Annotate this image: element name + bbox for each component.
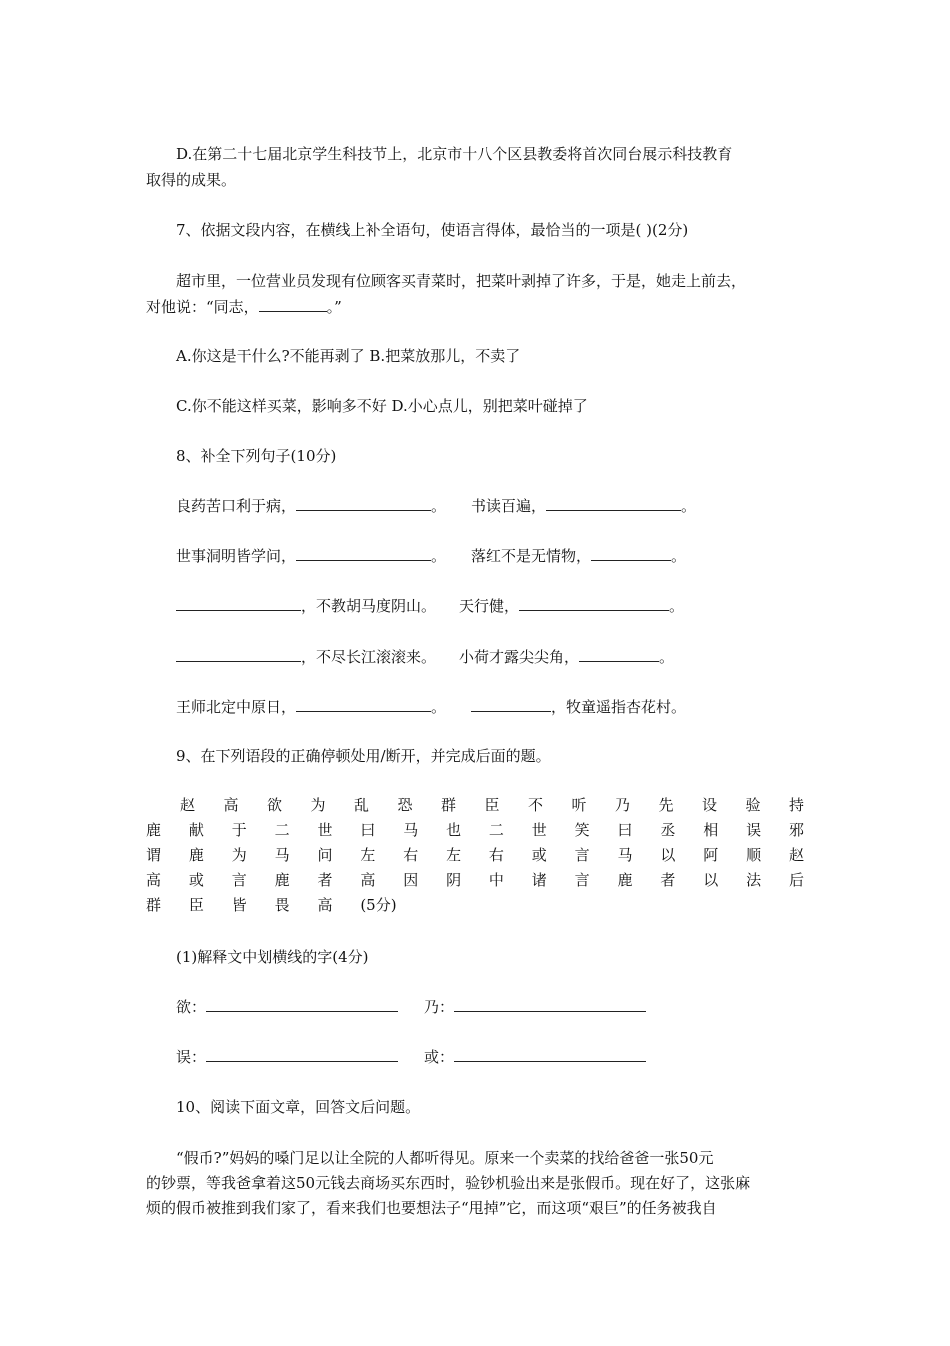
passage-char: 中 <box>488 871 504 889</box>
passage-char: 法 <box>746 871 762 889</box>
q7-answer-blank[interactable] <box>259 297 327 312</box>
q9-huo-blank[interactable] <box>454 1047 646 1062</box>
q9-answer-row-2 <box>146 1044 804 1070</box>
passage-char: 马 <box>617 846 633 864</box>
passage-char: 高 <box>317 896 333 914</box>
passage-char: 世 <box>531 821 547 839</box>
passage-char: 赵 <box>180 796 196 814</box>
passage-char: 臣 <box>484 796 500 814</box>
q8-r1-punct-1: 。 <box>431 497 447 515</box>
passage-char: 言 <box>574 846 590 864</box>
q8-row-4 <box>146 644 804 670</box>
passage-char: 右 <box>403 846 419 864</box>
q8-row-2 <box>146 543 804 569</box>
passage-char: 以 <box>660 846 676 864</box>
passage-char: 乃 <box>615 796 631 814</box>
q8-r2-blank-1[interactable] <box>296 546 431 561</box>
q8-r2-text-a: 世事洞明皆学问， <box>176 547 297 565</box>
passage-char: 诸 <box>531 871 547 889</box>
passage-char: 鹿 <box>188 846 204 864</box>
passage-char: 或 <box>531 846 547 864</box>
passage-char: 问 <box>317 846 333 864</box>
passage-char: 臣 <box>188 896 204 914</box>
passage-char: 阴 <box>446 871 462 889</box>
passage-char: 言 <box>574 871 590 889</box>
q7-context-line2 <box>146 294 804 320</box>
q8-r2-punct-2: 。 <box>671 547 687 565</box>
q7-context-text: 对他说：“同志， <box>146 298 259 316</box>
passage-char: 不 <box>528 796 544 814</box>
q8-r4-blank-1[interactable] <box>176 647 301 662</box>
passage-char: 献 <box>188 821 204 839</box>
q8-r2-punct-1: 。 <box>431 547 447 565</box>
q10-paragraph-line1: “假币?”妈妈的嗓门足以让全院的人都听得见。原来一个卖菜的找给爸爸一张50元 <box>176 1149 714 1167</box>
q8-r1-punct-2: 。 <box>681 497 697 515</box>
q8-r1-blank-2[interactable] <box>546 496 681 511</box>
q8-r3-blank-1[interactable] <box>176 596 301 611</box>
q9-nai-blank[interactable] <box>454 997 646 1012</box>
passage-char: 二 <box>274 821 290 839</box>
q8-row-1 <box>146 493 804 519</box>
passage-char: 者 <box>660 871 676 889</box>
passage-char: 笑 <box>574 821 590 839</box>
passage-char: 验 <box>745 796 761 814</box>
passage-char: 于 <box>231 821 247 839</box>
passage-char: 设 <box>702 796 718 814</box>
passage-char: 持 <box>789 796 805 814</box>
q8-r5-punct-1: 。 <box>431 698 447 716</box>
passage-char: 群 <box>441 796 457 814</box>
q8-r2-text-c: 落红不是无情物， <box>471 547 592 565</box>
q9-title: 9、在下列语段的正确停顿处用/断开，并完成后面的题。 <box>176 747 551 765</box>
passage-char: 因 <box>403 871 419 889</box>
q10-paragraph-line2: 的钞票，等我爸拿着这50元钱去商场买东西时，验钞机验出来是张假币。现在好了，这张麻 <box>146 1174 751 1192</box>
passage-char: 群 <box>146 896 162 914</box>
q9-nai-label: 乃： <box>424 998 455 1016</box>
q9-yu-label: 欲： <box>176 998 207 1016</box>
passage-char: 以 <box>703 871 719 889</box>
passage-char: 也 <box>446 821 462 839</box>
q6-option-d-line2: 取得的成果。 <box>146 171 237 189</box>
q9-passage-row-5 <box>146 894 804 919</box>
passage-char: 言 <box>231 871 247 889</box>
q9-sub1-title: (1)解释文中划横线的字(4分) <box>176 948 369 966</box>
q8-r1-text-c: 书读百遍， <box>471 497 547 515</box>
q7-options-ab: A.你这是干什么?不能再剥了 B.把菜放那儿，不卖了 <box>176 347 521 365</box>
q8-r4-text-a: ，不尽长江滚滚来。 <box>301 648 437 666</box>
passage-char: 左 <box>360 846 376 864</box>
passage-char: 为 <box>310 796 326 814</box>
q7-title: 7、依据文段内容，在横线上补全语句，使语言得体，最恰当的一项是( )(2分) <box>176 221 689 239</box>
passage-char: 曰 <box>617 821 633 839</box>
q8-row-5 <box>146 694 804 720</box>
passage-char: 邪 <box>789 821 805 839</box>
passage-char: 误 <box>746 821 762 839</box>
passage-char: 左 <box>446 846 462 864</box>
passage-char: 二 <box>488 821 504 839</box>
q8-r3-punct: 。 <box>669 597 685 615</box>
passage-char: 顺 <box>746 846 762 864</box>
passage-char: 鹿 <box>274 871 290 889</box>
q6-option-d-line1: D.在第二十七届北京学生科技节上，北京市十八个区县教委将首次同台展示科技教育 <box>176 145 733 163</box>
q8-title: 8、补全下列句子(10分) <box>176 447 337 465</box>
q8-r1-blank-1[interactable] <box>296 496 431 511</box>
q8-r5-blank-1[interactable] <box>296 697 431 712</box>
q10-paragraph-line3: 烦的假币被推到我们家了，看来我们也要想法子“甩掉”它，而这项“艰巨”的任务被我自 <box>146 1199 717 1217</box>
passage-char: 丞 <box>660 821 676 839</box>
q7-context-line1: 超市里，一位营业员发现有位顾客买青菜时，把菜叶剥掉了许多，于是，她走上前去， <box>176 272 747 290</box>
q8-r5-text-a: 王师北定中原日， <box>176 698 297 716</box>
passage-char: 相 <box>703 821 719 839</box>
q9-passage-row-2 <box>146 819 804 844</box>
q9-wu-label: 误： <box>176 1048 207 1066</box>
passage-char: 高 <box>146 871 162 889</box>
passage-char: 世 <box>317 821 333 839</box>
q8-r3-text-a: ，不教胡马度阴山。 <box>301 597 437 615</box>
passage-char: 鹿 <box>146 821 162 839</box>
q8-r3-text-b: 天行健， <box>459 597 520 615</box>
q9-passage-row-1 <box>146 794 804 819</box>
q8-r2-blank-2[interactable] <box>591 546 671 561</box>
q9-score: (5分) <box>360 896 397 914</box>
passage-char: 阿 <box>703 846 719 864</box>
passage-char: 皆 <box>231 896 247 914</box>
passage-char: 赵 <box>789 846 805 864</box>
passage-char: 右 <box>488 846 504 864</box>
q8-r5-text-c: ，牧童遥指杏花村。 <box>551 698 687 716</box>
passage-char: 鹿 <box>617 871 633 889</box>
passage-char: 高 <box>360 871 376 889</box>
q9-passage-row-3 <box>146 844 804 869</box>
q7-context-end: 。” <box>326 298 342 316</box>
passage-char: 谓 <box>146 846 162 864</box>
q7-options-cd: C.你不能这样买菜，影响多不好 D.小心点儿，别把菜叶碰掉了 <box>176 397 588 415</box>
q9-passage-row-4 <box>146 869 804 894</box>
passage-char: 听 <box>571 796 587 814</box>
q8-r4-punct: 。 <box>659 648 675 666</box>
passage-char: 或 <box>188 871 204 889</box>
q8-r5-blank-2[interactable] <box>471 697 551 712</box>
q9-huo-label: 或： <box>424 1048 455 1066</box>
passage-char: 高 <box>223 796 239 814</box>
q8-r4-text-b: 小荷才露尖尖角， <box>459 648 580 666</box>
q9-yu-blank[interactable] <box>206 997 398 1012</box>
passage-char: 乱 <box>354 796 370 814</box>
q8-r3-blank-2[interactable] <box>519 596 669 611</box>
passage-char: 畏 <box>274 896 290 914</box>
q9-wu-blank[interactable] <box>206 1047 398 1062</box>
q8-r4-blank-2[interactable] <box>579 647 659 662</box>
passage-char: 先 <box>658 796 674 814</box>
q10-title: 10、阅读下面文章，回答文后问题。 <box>176 1098 421 1116</box>
passage-char: 后 <box>789 871 805 889</box>
q8-row-3 <box>146 593 804 619</box>
q9-answer-row-1 <box>146 994 804 1020</box>
passage-char: 马 <box>274 846 290 864</box>
passage-char: 为 <box>231 846 247 864</box>
passage-char: 马 <box>403 821 419 839</box>
passage-char: 欲 <box>267 796 283 814</box>
q8-r1-text-a: 良药苦口利于病， <box>176 497 297 515</box>
passage-char: 曰 <box>360 821 376 839</box>
passage-char: 恐 <box>397 796 413 814</box>
passage-char: 者 <box>317 871 333 889</box>
